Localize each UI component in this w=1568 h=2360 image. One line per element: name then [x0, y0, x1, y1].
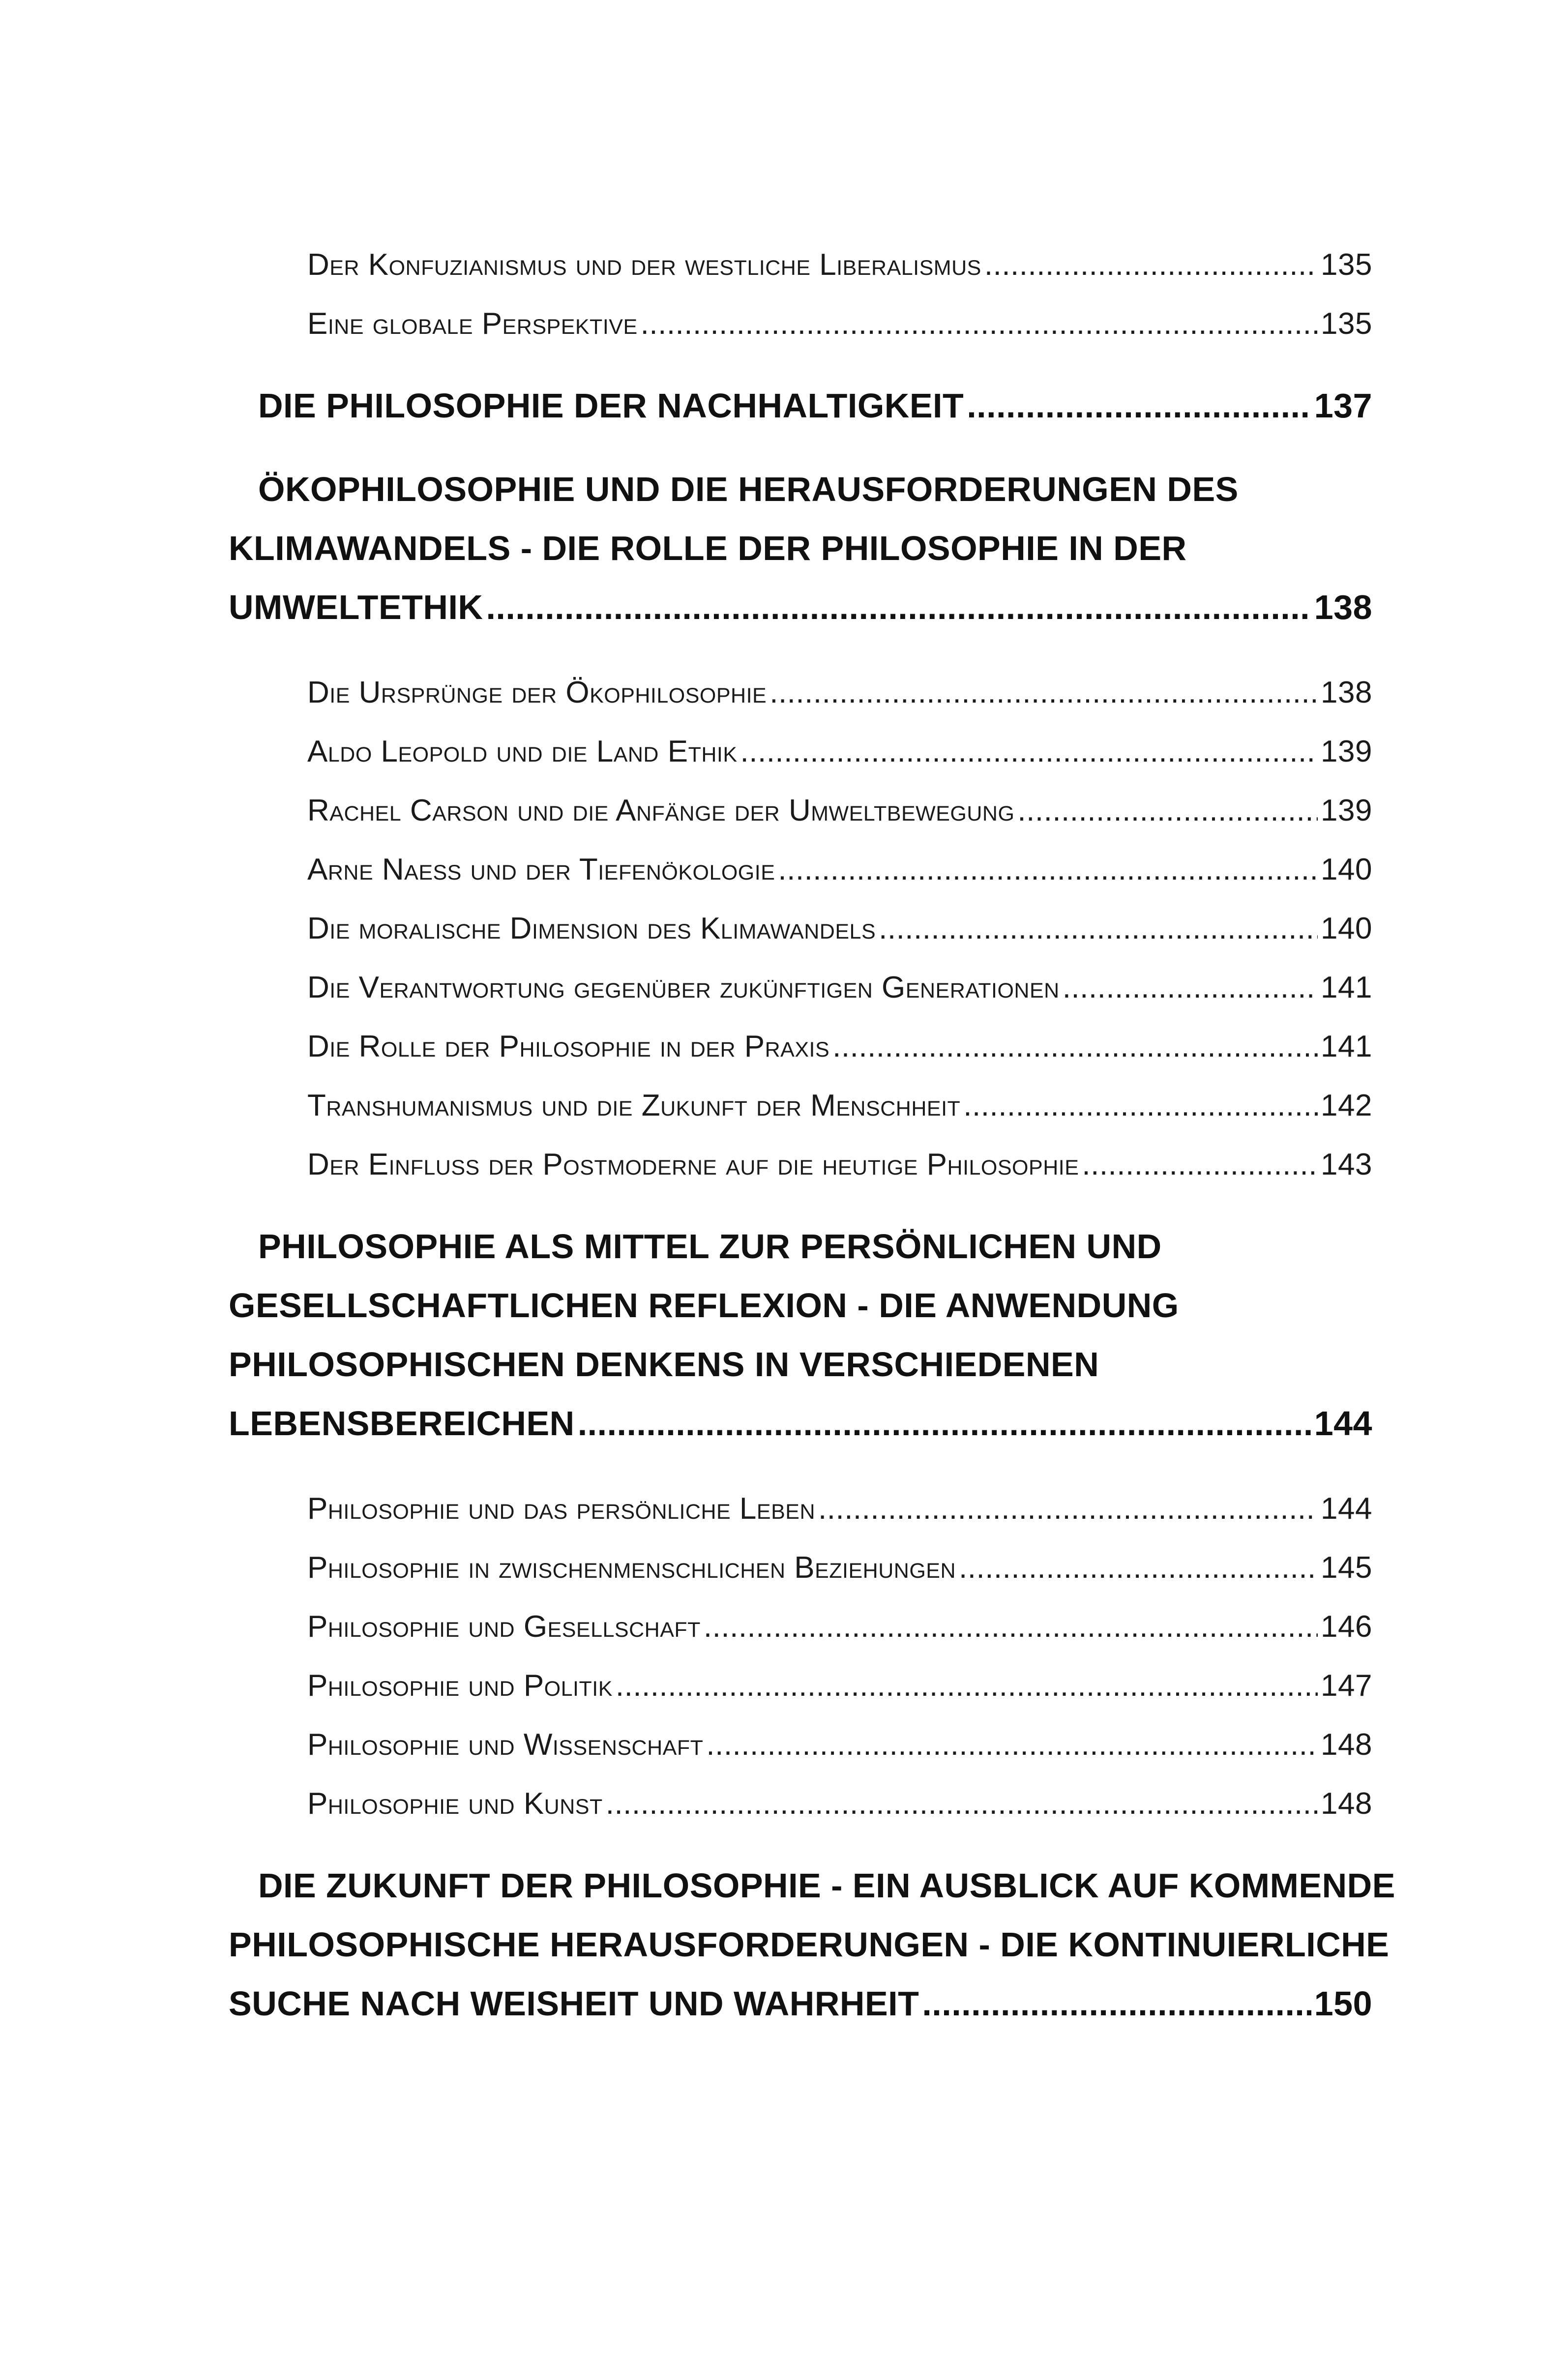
toc-entry[interactable] — [229, 826, 1372, 885]
toc-entry-title: Der Einfluss der Postmoderne auf die heutige Philosophie — [307, 1148, 1079, 1181]
toc-chapter-title-line: DIE ZUKUNFT DER PHILOSOPHIE - EIN AUSBLICK AUF KOMMENDE — [258, 1866, 1395, 1905]
toc-dot-leader — [740, 737, 1318, 767]
toc-chapter-title-line: PHILOSOPHIE ALS MITTEL ZUR PERSÖNLICHEN UND — [258, 1227, 1162, 1266]
toc-dot-leader — [778, 855, 1318, 885]
toc-chapter-title: LEBENSBEREICHEN — [229, 1404, 575, 1443]
toc-entry[interactable] — [229, 1642, 1372, 1701]
toc-entry[interactable] — [229, 944, 1372, 1003]
toc-entry-title: Aldo Leopold und die Land Ethik — [307, 735, 738, 768]
toc-page-number: 145 — [1321, 1551, 1372, 1585]
toc-chapter-entry[interactable] — [229, 364, 1372, 423]
toc-page-number: 135 — [1321, 248, 1372, 282]
toc-entry[interactable] — [229, 1003, 1372, 1062]
toc-entry[interactable] — [229, 767, 1372, 826]
toc-entry-title: Philosophie und Wissenschaft — [307, 1728, 704, 1762]
toc-chapter-title-line: KLIMAWANDELS - DIE ROLLE DER PHILOSOPHIE IN DER — [229, 529, 1187, 567]
toc-page-number: 140 — [1321, 912, 1372, 945]
toc-entry-title: Philosophie und das persönliche Leben — [307, 1492, 816, 1526]
toc-entry[interactable] — [229, 1760, 1372, 1819]
toc-chapter-title-line: PHILOSOPHISCHEN DENKENS IN VERSCHIEDENEN — [229, 1345, 1099, 1384]
toc-chapter-title: UMWELTETHIK — [229, 588, 483, 626]
toc-entry[interactable] — [229, 1121, 1372, 1180]
toc-entry-title: Die Verantwortung gegenüber zukünftigen Generationen — [307, 971, 1060, 1004]
toc-dot-leader — [963, 1091, 1318, 1121]
toc-chapter-title-line: PHILOSOPHISCHE HERAUSFORDERUNGEN - DIE KONTINUIERLICHE — [229, 1925, 1390, 1964]
toc-page-number: 138 — [1314, 588, 1372, 626]
toc-page-number: 140 — [1321, 853, 1372, 886]
toc-chapter-entry[interactable] — [229, 1382, 1372, 1441]
toc-page-number: 147 — [1321, 1669, 1372, 1703]
toc-dot-leader — [606, 1789, 1318, 1819]
toc-dot-leader — [1017, 796, 1318, 826]
toc-dot-leader — [959, 1553, 1318, 1583]
toc-chapter-title-line: GESELLSCHAFTLICHEN REFLEXION - DIE ANWENDUNG — [229, 1286, 1179, 1325]
toc-page-number: 148 — [1321, 1728, 1372, 1762]
toc-dot-leader — [1082, 1150, 1318, 1180]
toc-entry-title: Philosophie und Kunst — [307, 1787, 603, 1821]
toc-entry-title: Die moralische Dimension des Klimawandels — [307, 912, 876, 945]
toc-entry[interactable] — [229, 1465, 1372, 1524]
toc-page-number: 150 — [1314, 1984, 1372, 2023]
toc-chapter-title-line: ÖKOPHILOSOPHIE UND DIE HERAUSFORDERUNGEN DES — [258, 470, 1239, 508]
toc-entry-title: Rachel Carson und die Anfänge der Umweltbewegung — [307, 794, 1015, 827]
toc-page-number: 142 — [1321, 1089, 1372, 1122]
toc-dot-leader — [578, 1406, 1311, 1441]
toc-dot-leader — [769, 678, 1318, 708]
toc-entry[interactable] — [229, 1701, 1372, 1760]
toc-chapter-title: SUCHE NACH WEISHEIT UND WAHRHEIT — [229, 1984, 919, 2023]
toc-page-number: 141 — [1321, 1030, 1372, 1063]
toc-dot-leader — [486, 590, 1311, 624]
toc-dot-leader — [1063, 973, 1318, 1003]
toc-page-number: 139 — [1321, 794, 1372, 827]
toc-entry[interactable] — [229, 280, 1372, 339]
toc-page-number: 137 — [1314, 386, 1372, 425]
toc-dot-leader — [704, 1612, 1318, 1642]
toc-page-number: 146 — [1321, 1610, 1372, 1644]
toc-entry-title: Philosophie und Gesellschaft — [307, 1610, 701, 1644]
toc-dot-leader — [984, 250, 1318, 280]
toc-chapter-entry[interactable] — [229, 1962, 1372, 2021]
toc-page-number: 144 — [1314, 1404, 1372, 1443]
toc-page-number: 148 — [1321, 1787, 1372, 1821]
toc-entry[interactable] — [229, 221, 1372, 280]
toc-entry[interactable] — [229, 1062, 1372, 1121]
toc-page-number: 139 — [1321, 735, 1372, 768]
toc-dot-leader — [967, 388, 1311, 423]
toc-chapter-entry[interactable] — [229, 565, 1372, 624]
toc-entry[interactable] — [229, 708, 1372, 767]
toc-page-number: 141 — [1321, 971, 1372, 1004]
toc-dot-leader — [818, 1494, 1318, 1524]
toc-dot-leader — [879, 914, 1318, 944]
toc-entry-title: Die Rolle der Philosophie in der Praxis — [307, 1030, 830, 1063]
toc-entry-title: Die Ursprünge der Ökophilosophie — [307, 676, 767, 709]
toc-page-number: 143 — [1321, 1148, 1372, 1181]
toc-page-number: 135 — [1321, 307, 1372, 341]
toc-dot-leader — [616, 1671, 1318, 1701]
toc-entry[interactable] — [229, 885, 1372, 944]
toc-entry[interactable] — [229, 649, 1372, 708]
toc-page-number: 138 — [1321, 676, 1372, 709]
toc-entry[interactable] — [229, 1583, 1372, 1642]
toc-entry-title: Eine globale Perspektive — [307, 307, 638, 341]
toc-entry-title: Arne Naess und der Tiefenökologie — [307, 853, 775, 886]
toc-page-number: 144 — [1321, 1492, 1372, 1526]
toc-entry-title: Philosophie und Politik — [307, 1669, 613, 1703]
toc-dot-leader — [706, 1730, 1318, 1760]
toc-dot-leader — [641, 309, 1318, 339]
toc-chapter-title: DIE PHILOSOPHIE DER NACHHALTIGKEIT — [258, 386, 964, 425]
toc-entry-title: Philosophie in zwischenmenschlichen Beziehungen — [307, 1551, 956, 1585]
toc-entry-title: Der Konfuzianismus und der westliche Liberalismus — [307, 248, 981, 282]
toc-dot-leader — [922, 1986, 1311, 2021]
toc-entry-title: Transhumanismus und die Zukunft der Menschheit — [307, 1089, 961, 1122]
toc-entry[interactable] — [229, 1524, 1372, 1583]
toc-dot-leader — [832, 1032, 1318, 1062]
